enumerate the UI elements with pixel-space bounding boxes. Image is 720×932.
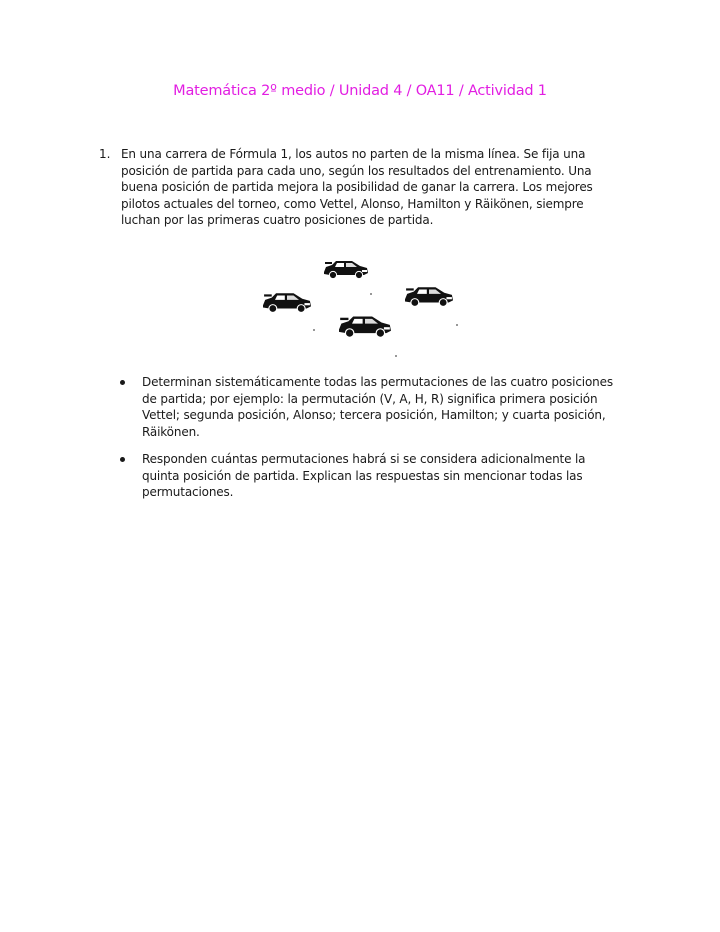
question-number: 1. (99, 147, 111, 161)
list-item (118, 451, 618, 501)
bullet-icon (120, 380, 125, 385)
bullet-text: Responden cuántas permutaciones habrá si se considera adicionalmente la quinta posición de partida. Explican las respuestas sin mencionar todas las permutaciones. (142, 452, 586, 499)
bullet-list (118, 374, 618, 512)
page-title: Matemática 2º medio / Unidad 4 / OA11 / Actividad 1 (173, 83, 547, 99)
list-item (118, 374, 618, 440)
race-cars-illustration (250, 250, 470, 360)
decorative-dot (456, 324, 458, 326)
decorative-dot (313, 329, 315, 331)
race-car-icon (322, 258, 370, 280)
decorative-dot (395, 355, 397, 357)
bullet-icon (120, 457, 125, 462)
decorative-dot (370, 293, 372, 295)
question-text: En una carrera de Fórmula 1, los autos no parten de la misma línea. Se fija una posición de partida para cada uno, según los resultados del entrenamiento. Una buena posición de partida mejora la posibilidad de ganar la carrera. Los mejores pilotos actuales del torneo, como Vettel, Alonso, Hamilton y Räikönen, siempre luchan por las primeras cuatro posiciones de partida. (121, 147, 593, 227)
race-car-icon (336, 313, 394, 339)
race-car-icon (402, 284, 456, 308)
race-car-icon (260, 290, 314, 314)
bullet-text: Determinan sistemáticamente todas las permutaciones de las cuatro posiciones de partida; por ejemplo: la permutación (V, A, H, R) significa primera posición Vettel; segunda posición, Alonso; tercera posición, Hamilton; y cuarta posición, Räikönen. (142, 375, 613, 439)
